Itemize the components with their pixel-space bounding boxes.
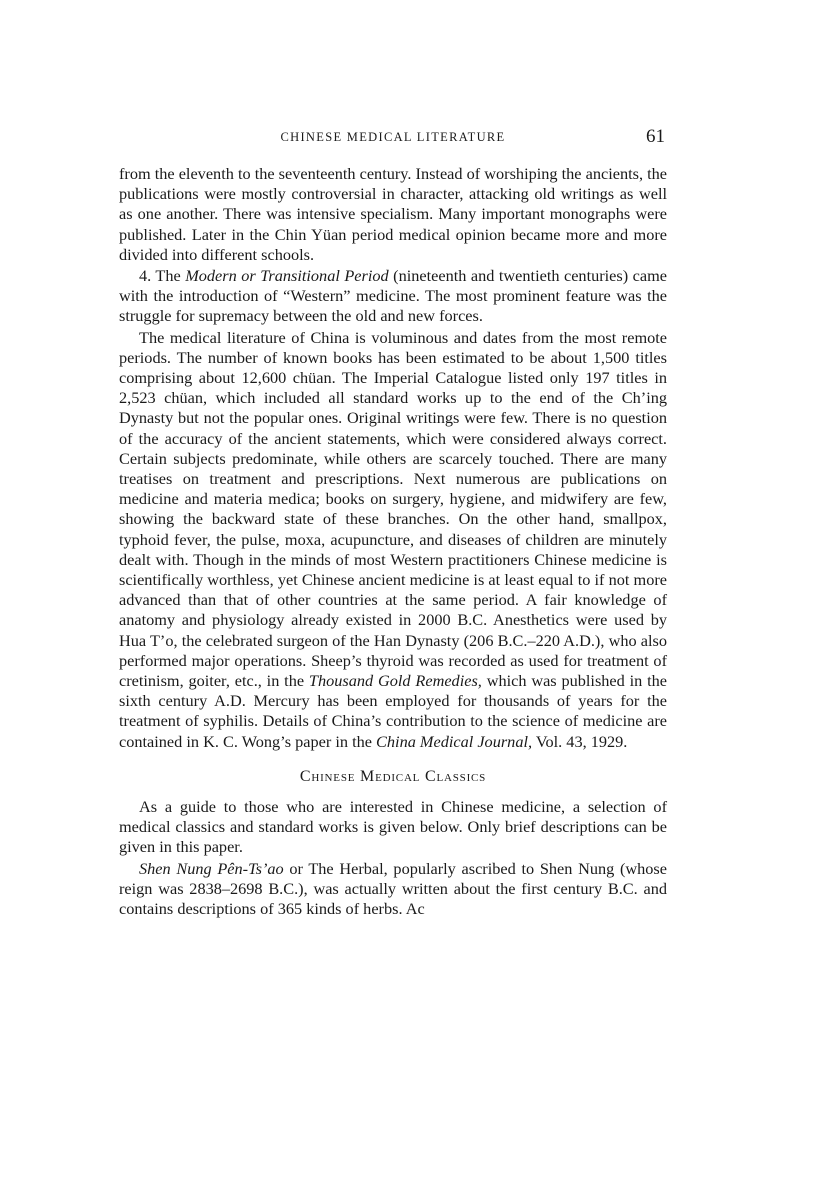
running-title: CHINESE MEDICAL LITERATURE xyxy=(280,130,506,144)
paragraph-guide: As a guide to those who are interested in Chinese medicine, a selection of medical classics and standard works is given below. Only brief descriptions can be given in this paper. xyxy=(119,796,667,857)
paragraph-text-3: Vol. 43, 1929. xyxy=(532,731,628,751)
paragraph-text: (nineteenth and twentieth centuries) came with the introduction of “Western” medicine. The most prominent feature was the struggle for supremacy between the old and new forces. xyxy=(119,266,667,326)
paragraph-medical-literature xyxy=(119,328,667,752)
paragraph-continuation: from the eleventh to the seventeenth century. Instead of worshiping the ancients, the publications were mostly controversial in character, attacking old writings as well as one another. There was intensive specialism. Many important monographs were published. Later in the Chin Yüan period medical opinion became more and more divided into different schools. xyxy=(119,164,667,264)
paragraph-shen-nung xyxy=(119,859,667,920)
page-number: 61 xyxy=(646,126,665,147)
paragraph-text-1: The medical literature of China is voluminous and dates from the most remote periods. The number of known books has been estimated to be about 1,500 titles comprising about 12,600 chüan. The Imperial Catalogue listed only 197 titles in 2,523 chüan, which included all standard works up to the end of the Ch’ing Dynasty but not the popular ones. Original writings were few. There is no question of the accuracy of the ancient statements, which were considered always correct. Certain subjects predominate, while others are scarcely touched. There are many treatises on treatment and prescriptions. Next numerous are publications on medicine and materia medica; books on surgery, hygiene, and midwifery are few, showing the backward state of these branches. On the other hand, smallpox, typhoid fever, the pulse, moxa, acupuncture, and diseases of children are minutely dealt with. Though in the minds of most Western practitioners Chinese medicine is scientifically worthless, yet Chinese ancient medicine is at least equal to if not more advanced than that of other countries at the same period. A fair knowledge of anatomy and physiology already existed in 2000 B.C. Anesthetics were used by Hua T’o, the celebrated surgeon of the Han Dynasty (206 B.C.–220 A.D.), who also performed major operations. Sheep’s thyroid was recorded as used for treatment of cretinism, goiter, etc., in the xyxy=(119,327,667,691)
paragraph-text: or The Herbal, popularly ascribed to Shen Nung (whose reign was 2838–2698 B.C.), was actually written about the first century B.C. and contains descriptions of 365 kinds of herbs. Ac xyxy=(119,858,667,918)
section-heading: Chinese Medical Classics xyxy=(299,767,487,785)
title-china-medical-journal: China Medical Journal, xyxy=(376,731,533,751)
title-thousand-gold-remedies: Thousand Gold Remedies, xyxy=(308,671,482,691)
term-modern-period: Modern or Transitional Period xyxy=(185,266,389,286)
title-shen-nung-pen-tsao: Shen Nung Pên-Ts’ao xyxy=(139,858,284,878)
paragraph-modern-period xyxy=(119,266,667,327)
running-head xyxy=(119,126,667,152)
paragraph-lead: 4. The xyxy=(139,266,186,286)
paragraph-text-2: which was published in the sixth century A.D. Mercury has been employed for thousands of years for the treatment of syphilis. Details of China’s contribution to the science of medicine are contained in K. C. Wong’s paper in the xyxy=(119,671,668,751)
page xyxy=(119,126,667,919)
